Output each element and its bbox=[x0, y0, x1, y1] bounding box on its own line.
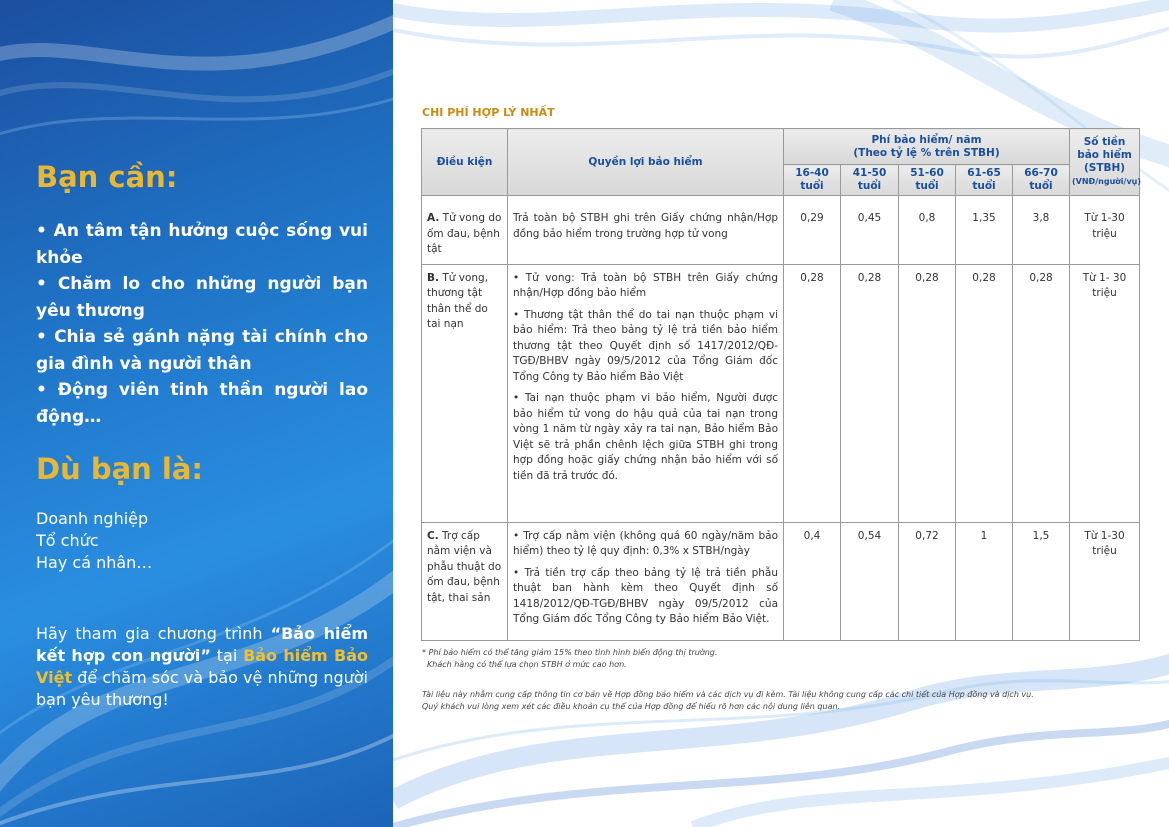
age-group-header: 16-40 tuổi bbox=[784, 165, 841, 196]
footnote: * Phí bảo hiểm có thể tăng giảm 15% theo tình hình biến động thị trường. bbox=[422, 648, 718, 657]
premium-table bbox=[421, 128, 1140, 641]
age-group-header: 61-65 tuổi bbox=[956, 165, 1013, 196]
condition-code: B. bbox=[427, 271, 439, 284]
rate-cell: 0,8 bbox=[899, 196, 956, 265]
sum-cell: Từ 1-30 triệu bbox=[1070, 522, 1140, 640]
condition-cell bbox=[422, 264, 508, 522]
rate-cell: 0,28 bbox=[899, 264, 956, 522]
header-sum-unit: (STBH) bbox=[1083, 162, 1126, 174]
condition-code: A. bbox=[427, 212, 440, 224]
header-premium bbox=[784, 129, 1070, 165]
rate-cell: 0,45 bbox=[841, 196, 899, 265]
need-item: • An tâm tận hưởng cuộc sống vui khỏe bbox=[36, 221, 368, 268]
benefit-cell bbox=[508, 196, 784, 265]
disclaimer: Tài liệu này nhằm cung cấp thông tin cơ bản về Hợp đồng bảo hiểm và các dịch vụ đi kèm. Tài liệu không cung cấp các chi tiết của Hợp đồng và dịch vụ. bbox=[422, 690, 1034, 699]
cta-post: để chăm sóc và bảo vệ những người bạn yêu thương! bbox=[36, 668, 368, 709]
cta-brand: Bảo hiểm Bảo Việt bbox=[36, 646, 368, 687]
benefit-item: • Tử vong: Trả toàn bộ STBH trên Giấy chứng nhận/Hợp đồng bảo hiểm bbox=[513, 271, 778, 299]
header-sum-currency: (VNĐ/người/vụ) bbox=[1072, 177, 1142, 186]
condition-cell bbox=[422, 522, 508, 640]
footnote: Khách hàng có thể lựa chọn STBH ở mức cao hơn. bbox=[427, 660, 627, 669]
need-heading: Bạn cần: bbox=[36, 160, 178, 194]
table-row bbox=[422, 196, 1140, 265]
table-row bbox=[422, 264, 1140, 522]
benefit-cell bbox=[508, 264, 784, 522]
need-item: • Động viên tinh thần người lao động… bbox=[36, 380, 368, 427]
who-heading: Dù bạn là: bbox=[36, 452, 203, 486]
condition-text: Tử vong, thương tật thân thể do tai nạn bbox=[427, 271, 489, 330]
condition-text: Tử vong do ốm đau, bệnh tật bbox=[427, 212, 502, 255]
table-row bbox=[422, 522, 1140, 640]
header-premium-sub: (Theo tỷ lệ % trên STBH) bbox=[853, 146, 1000, 159]
rate-cell: 1,35 bbox=[956, 196, 1013, 265]
need-item: • Chăm lo cho những người bạn yêu thương bbox=[36, 274, 368, 321]
rate-cell: 0,29 bbox=[784, 196, 841, 265]
role-item: Doanh nghiệp bbox=[36, 509, 149, 528]
rate-cell: 0,54 bbox=[841, 522, 899, 640]
sum-cell: Từ 1- 30 triệu bbox=[1070, 264, 1140, 522]
rate-cell: 0,28 bbox=[1013, 264, 1070, 522]
age-group-header: 41-50 tuổi bbox=[841, 165, 899, 196]
role-item: Tổ chức bbox=[36, 531, 99, 550]
age-group-header: 66-70 tuổi bbox=[1013, 165, 1070, 196]
cta-program: “Bảo hiểm kết hợp con người” bbox=[36, 624, 369, 665]
cta-pre: Hãy tham gia chương trình bbox=[36, 624, 271, 643]
header-condition: Điều kiện bbox=[422, 129, 508, 196]
rate-cell: 0,4 bbox=[784, 522, 841, 640]
condition-code: C. bbox=[427, 529, 439, 542]
section-title: CHI PHÍ HỢP LÝ NHẤT bbox=[422, 106, 555, 119]
header-sum-title: Số tiền bảo hiểm bbox=[1077, 136, 1132, 161]
rate-cell: 0,72 bbox=[899, 522, 956, 640]
roles-list bbox=[36, 508, 152, 574]
header-sum bbox=[1070, 129, 1140, 196]
sum-cell: Từ 1-30 triệu bbox=[1070, 196, 1140, 265]
rate-cell: 0,28 bbox=[956, 264, 1013, 522]
needs-list bbox=[36, 218, 368, 430]
role-item: Hay cá nhân… bbox=[36, 553, 153, 572]
left-panel bbox=[0, 0, 393, 827]
condition-text: Trợ cấp nằm viện và phẫu thuật do ốm đau, bệnh tật, thai sản bbox=[427, 529, 502, 604]
benefit-item: Trả toàn bộ STBH ghi trên Giấy chứng nhận/Hợp đồng bảo hiểm trong trường hợp tử vong bbox=[513, 212, 778, 240]
right-panel bbox=[393, 0, 1169, 827]
cta-mid: tại bbox=[210, 646, 244, 665]
age-group-header: 51-60 tuổi bbox=[899, 165, 956, 196]
rate-cell: 0,28 bbox=[784, 264, 841, 522]
benefit-item: • Trợ cấp nằm viện (không quá 60 ngày/năm bảo hiểm) theo tỷ lệ quy định: 0,3% x STBH/ngày bbox=[513, 529, 778, 557]
disclaimer: Quý khách vui lòng xem xét các điều khoản cụ thể của Hợp đồng để hiểu rõ hơn các nội dung liên quan. bbox=[422, 702, 841, 711]
call-to-action bbox=[36, 623, 368, 711]
rate-cell: 0,28 bbox=[841, 264, 899, 522]
header-premium-title: Phí bảo hiểm/ năm bbox=[871, 133, 982, 146]
rate-cell: 1 bbox=[956, 522, 1013, 640]
header-benefit: Quyền lợi bảo hiểm bbox=[508, 129, 784, 196]
benefit-item: • Thương tật thân thể do tai nạn thuộc phạm vi bảo hiểm: Trả theo bảng tỷ lệ trả tiền bảo hiểm thương tật theo Quyết định số 1417/2012/QĐ-TGĐ/BHBV ngày 09/5/2012 của Tổng Giám đốc Tổng Công ty Bảo hiểm Bảo Việt bbox=[513, 308, 778, 383]
need-item: • Chia sẻ gánh nặng tài chính cho gia đình và người thân bbox=[36, 327, 368, 374]
condition-cell bbox=[422, 196, 508, 265]
rate-cell: 3,8 bbox=[1013, 196, 1070, 265]
rate-cell: 1,5 bbox=[1013, 522, 1070, 640]
benefit-cell bbox=[508, 522, 784, 640]
benefit-item: • Tai nạn thuộc phạm vi bảo hiểm, Người được bảo hiểm tử vong do hậu quả của tai nạn trong vòng 1 năm từ ngày xảy ra tai nạn, Bảo hiểm Bảo Việt sẽ trả phần chênh lệch giữa STBH ghi trong hợp đồng hoặc giấy chứng nhận bảo hiểm với số tiền đã trả trước đó. bbox=[513, 392, 778, 482]
benefit-item: • Trả tiền trợ cấp theo bảng tỷ lệ trả tiền phẫu thuật ban hành kèm theo Quyết định số 1418/2012/QĐ-TGĐ/BHBV ngày 09/5/2012 của Tổng Giám đốc Tổng Công ty Bảo hiểm Bảo Việt. bbox=[513, 566, 778, 625]
